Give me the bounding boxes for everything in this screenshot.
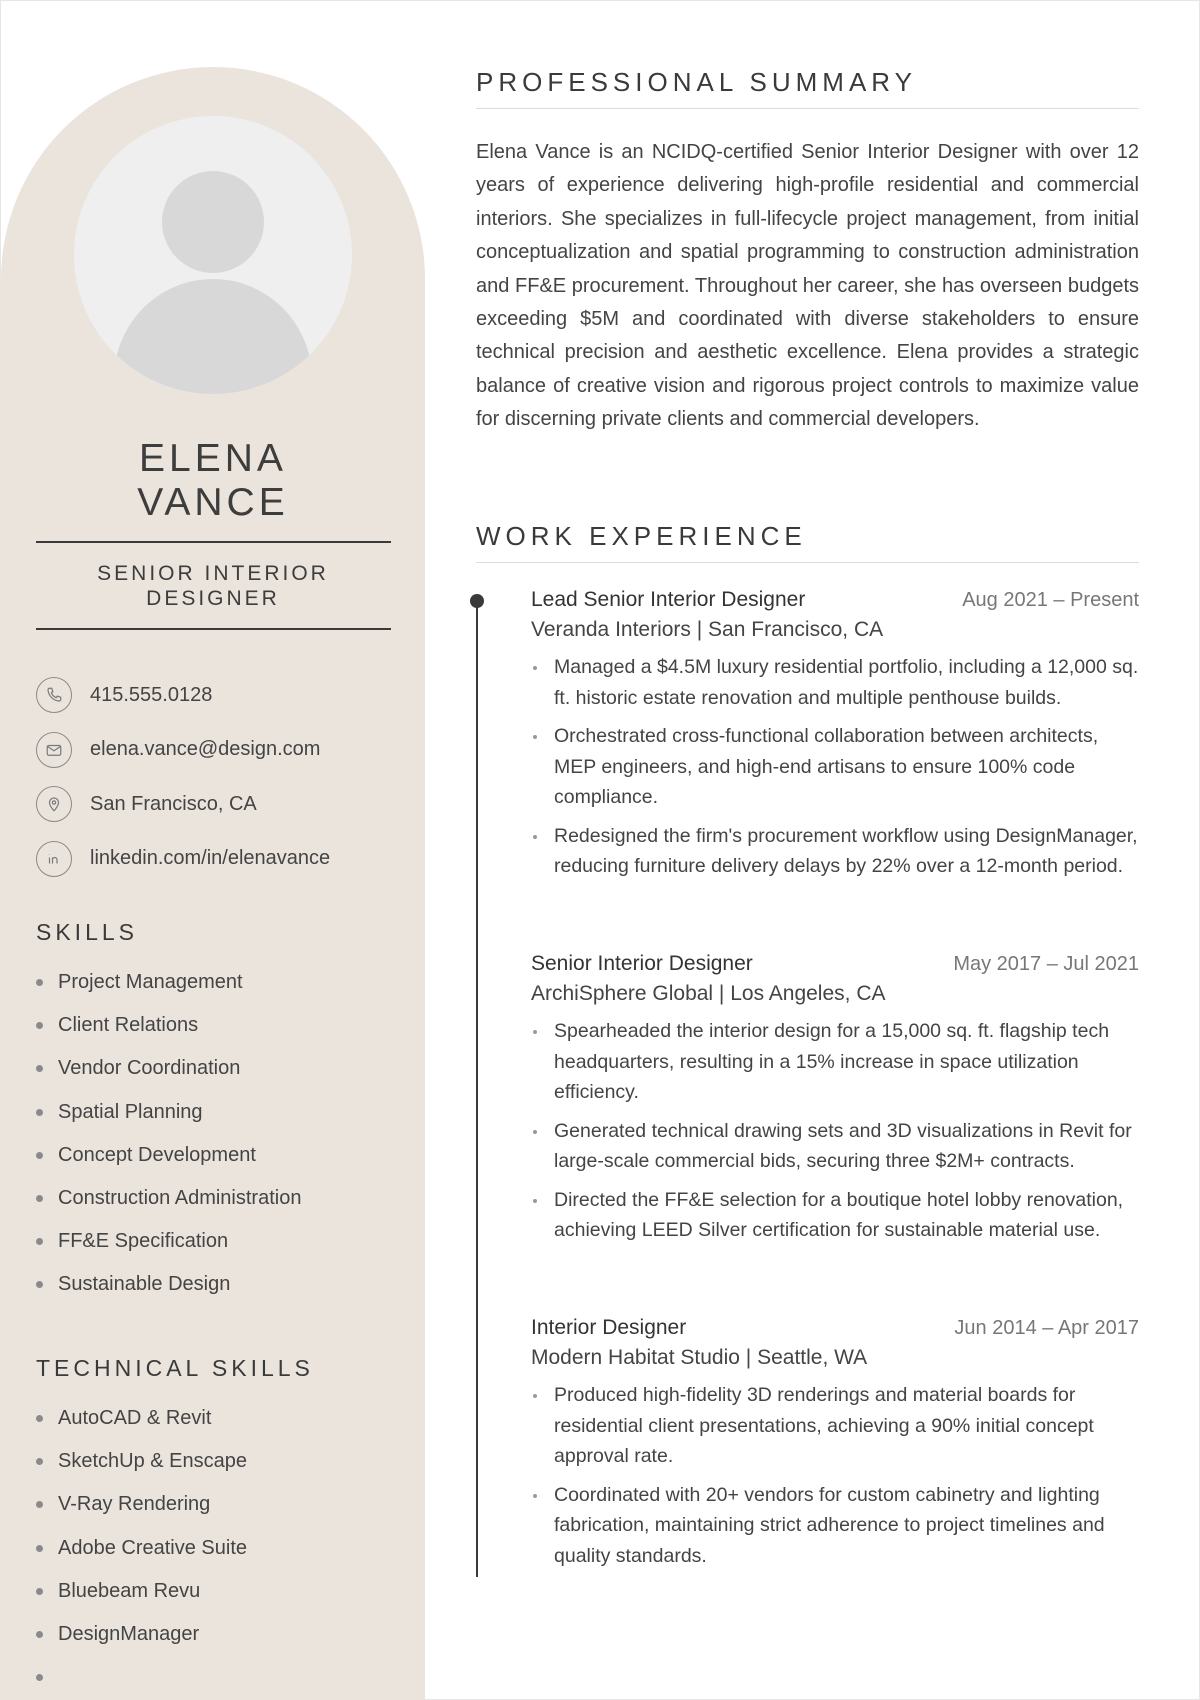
timeline-dot [470, 594, 484, 608]
technical-skill-item: V-Ray Rendering [36, 1491, 416, 1534]
contact-email [36, 732, 416, 768]
technical-skill-item: SketchUp & Enscape [36, 1448, 416, 1491]
contact-location [36, 786, 416, 822]
mail-icon [36, 732, 72, 768]
summary-text: Elena Vance is an NCIDQ-certified Senior Interior Designer with over 12 years of experience delivering high-profile residential and commercial interiors. She specializes in full-lifecycle project management, from initial conceptualization and spatial programming to construction administration and FF&E procurement. Throughout her career, she has overseen budgets exceeding $5M and coordinated with diverse stakeholders to ensure technical precision and aesthetic excellence. Elena provides a strategic balance of creative vision and rigorous project controls to maximize value for discerning private clients and commercial developers. [476, 141, 1139, 431]
name-divider-bottom [36, 628, 391, 630]
skill-item: Spatial Planning [36, 1099, 416, 1142]
technical-skill-item: Bluebeam Revu [36, 1578, 416, 1621]
contact-linkedin [36, 841, 416, 877]
job-company: ArchiSphere Global | Los Angeles, CA [531, 982, 886, 1005]
phone-icon [36, 677, 72, 713]
email-text[interactable]: elena.vance@design.com [90, 738, 321, 760]
job-bullet: Managed a $4.5M luxury residential portfolio, including a 12,000 sq. ft. historic estate renovation and multiple penthouse builds. [531, 652, 1139, 713]
technical-skills-heading: TECHNICAL SKILLS [36, 1355, 314, 1381]
job-entry [531, 952, 1139, 1254]
job-company: Modern Habitat Studio | Seattle, WA [531, 1346, 868, 1369]
technical-skill-item: DesignManager [36, 1621, 416, 1664]
job-dates: Aug 2021 – Present [962, 589, 1139, 611]
skill-item: FF&E Specification [36, 1228, 416, 1271]
avatar-placeholder-icon [74, 116, 352, 394]
job-bullets [531, 652, 1139, 882]
job-bullet: Produced high-fidelity 3D renderings and material boards for residential client presentations, achieving a 90% initial concept approval rate. [531, 1380, 1139, 1472]
job-dates: Jun 2014 – Apr 2017 [954, 1317, 1139, 1339]
skill-item: Vendor Coordination [36, 1055, 416, 1098]
job-bullet: Directed the FF&E selection for a boutique hotel lobby renovation, achieving LEED Silver certification for sustainable material use. [531, 1185, 1139, 1246]
job-bullet: Generated technical drawing sets and 3D visualizations in Revit for large-scale commercial bids, securing three $2M+ contracts. [531, 1116, 1139, 1177]
technical-skills-list [36, 1405, 416, 1684]
last-name: VANCE [137, 481, 289, 524]
experience-timeline-line [476, 601, 478, 1577]
skills-list [36, 969, 416, 1315]
technical-skill-item: Adobe Creative Suite [36, 1535, 416, 1578]
technical-skill-item: AutoCAD & Revit [36, 1405, 416, 1448]
skill-item: Construction Administration [36, 1185, 416, 1228]
location-pin-icon [36, 786, 72, 822]
job-bullet: Spearheaded the interior design for a 15,000 sq. ft. flagship tech headquarters, resulting in a 15% increase in space utilization efficiency. [531, 1016, 1139, 1108]
experience-rule [476, 562, 1139, 563]
candidate-name [1, 437, 425, 525]
job-entry [531, 588, 1139, 890]
skill-item: Sustainable Design [36, 1271, 416, 1314]
contact-phone [36, 677, 416, 713]
job-company: Veranda Interiors | San Francisco, CA [531, 618, 884, 641]
avatar-body [114, 279, 312, 394]
skill-item: Concept Development [36, 1142, 416, 1185]
skill-item: Client Relations [36, 1012, 416, 1055]
job-bullet: Orchestrated cross-functional collaboration between architects, MEP engineers, and high-end artisans to ensure 100% code compliance. [531, 721, 1139, 813]
linkedin-icon [36, 841, 72, 877]
skills-heading: SKILLS [36, 919, 138, 945]
job-title: Interior Designer [531, 1316, 687, 1339]
contact-list [36, 677, 416, 895]
experience-heading: WORK EXPERIENCE [476, 521, 807, 551]
avatar-head [162, 171, 264, 273]
phone-text[interactable]: 415.555.0128 [90, 683, 213, 706]
linkedin-text[interactable]: linkedin.com/in/elenavance [90, 847, 331, 869]
role-line-1: SENIOR INTERIOR [97, 562, 329, 585]
job-bullet: Redesigned the firm's procurement workflow using DesignManager, reducing furniture delivery delays by 22% over a 12-month period. [531, 821, 1139, 882]
summary-heading: PROFESSIONAL SUMMARY [476, 67, 917, 97]
role-line-2: DESIGNER [146, 587, 280, 610]
skill-item: Project Management [36, 969, 416, 1012]
job-bullets [531, 1380, 1139, 1571]
location-text: San Francisco, CA [90, 792, 257, 815]
job-bullets [531, 1016, 1139, 1246]
job-role [1, 561, 425, 611]
empty-bullet [36, 1664, 416, 1684]
name-divider-top [36, 541, 391, 543]
job-title: Lead Senior Interior Designer [531, 588, 806, 611]
job-entry [531, 1316, 1139, 1579]
first-name: ELENA [139, 437, 287, 480]
job-dates: May 2017 – Jul 2021 [953, 953, 1139, 975]
summary-rule [476, 108, 1139, 109]
job-title: Senior Interior Designer [531, 952, 753, 975]
job-bullet: Coordinated with 20+ vendors for custom cabinetry and lighting fabrication, maintaining strict adherence to project timelines and quality standards. [531, 1480, 1139, 1572]
